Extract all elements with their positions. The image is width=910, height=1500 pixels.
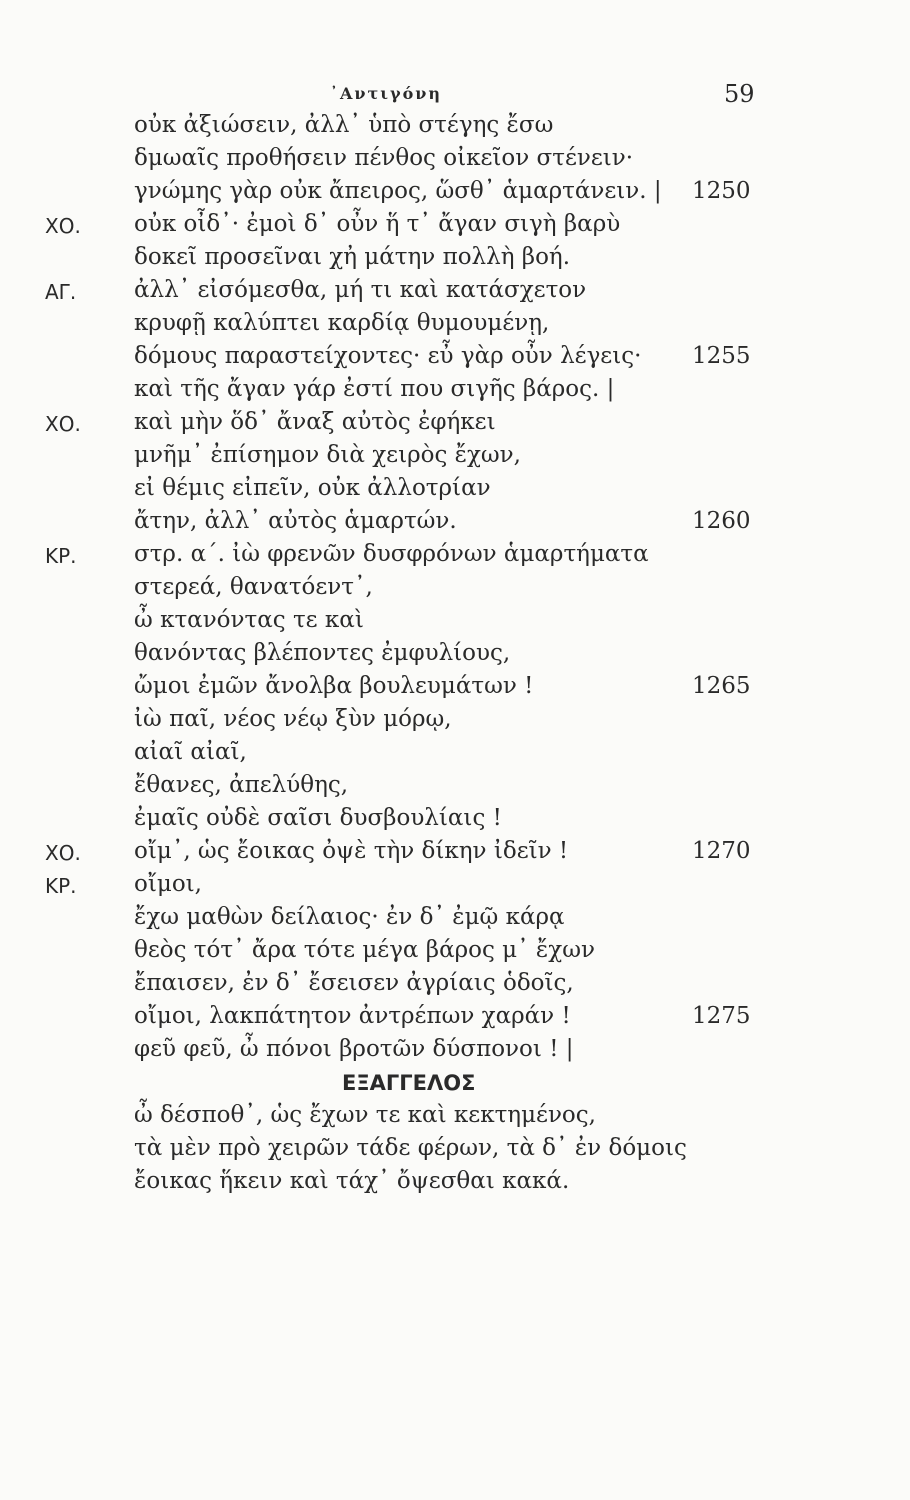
line-number: 1275 xyxy=(692,1003,751,1029)
verse-text: ὦ δέσποθ᾿, ὡς ἔχων τε καὶ κεκτημένος, xyxy=(134,1102,596,1128)
verse-text: εἰ θέμις εἰπεῖν, οὐκ ἀλλοτρίαν xyxy=(134,475,491,501)
verse-line xyxy=(0,1003,910,1036)
verse-line xyxy=(0,574,910,607)
verse-text: αἰαῖ αἰαῖ, xyxy=(134,739,247,765)
verse-text: ὤμοι ἐμῶν ἄνολβα βουλευμάτων ! xyxy=(134,673,534,699)
verse-text: τὰ μὲν πρὸ χειρῶν τάδε φέρων, τὰ δ᾿ ἐν δόμοις xyxy=(134,1135,687,1161)
line-number: 1265 xyxy=(692,673,751,699)
verse-text: ἔπαισεν, ἐν δ᾿ ἔσεισεν ἀγρίαις ὁδοῖς, xyxy=(134,970,574,996)
verse-text: γνώμης γὰρ οὐκ ἄπειρος, ὥσθ᾿ ἁμαρτάνειν. | xyxy=(134,178,662,204)
verse-text: φεῦ φεῦ, ὦ πόνοι βροτῶν δύσπονοι ! | xyxy=(134,1036,574,1062)
verse-text: οἴμ᾿, ὡς ἔοικας ὀψὲ τὴν δίκην ἰδεῖν ! xyxy=(134,838,569,864)
verse-text: ἔθανες, ἀπελύθης, xyxy=(134,772,349,798)
verse-line xyxy=(0,640,910,673)
verse-text: θεὸς τότ᾿ ἄρα τότε μέγα βάρος μ᾿ ἔχων xyxy=(134,937,595,963)
verse-line xyxy=(0,277,910,310)
verse-line xyxy=(0,178,910,211)
line-number: 1260 xyxy=(692,508,751,534)
verse-line xyxy=(0,871,910,904)
verse-line xyxy=(0,1168,910,1201)
verse-line xyxy=(0,1102,910,1135)
speaker-label: ΚΡ. xyxy=(45,874,77,898)
verse-line xyxy=(0,607,910,640)
verse-line xyxy=(0,112,910,145)
verse-line xyxy=(0,1069,910,1102)
verse-text: μνῆμ᾿ ἐπίσημον διὰ χειρὸς ἔχων, xyxy=(134,442,521,468)
verse-line xyxy=(0,1036,910,1069)
verse-line xyxy=(0,145,910,178)
verse-line xyxy=(0,838,910,871)
verse-line xyxy=(0,772,910,805)
verse-text: δμωαῖς προθήσειν πένθος οἰκεῖον στένειν· xyxy=(134,145,634,171)
verse-line xyxy=(0,805,910,838)
verse-line xyxy=(0,310,910,343)
speaker-heading: ΕΞΑΓΓΕΛΟΣ xyxy=(342,1071,476,1095)
verse-text: ἀλλ᾿ εἰσόμεσθα, μή τι καὶ κατάσχετον xyxy=(134,277,587,303)
speaker-label: ΧΟ. xyxy=(45,412,81,436)
verse-text: ἐμαῖς οὐδὲ σαῖσι δυσβουλίαις ! xyxy=(134,805,502,831)
verse-line xyxy=(0,970,910,1003)
verse-block xyxy=(0,112,910,1201)
verse-text: κρυφῇ καλύπτει καρδίᾳ θυμουμένῃ, xyxy=(134,310,550,336)
verse-line xyxy=(0,706,910,739)
verse-line xyxy=(0,673,910,706)
verse-text: καὶ μὴν ὅδ᾿ ἄναξ αὐτὸς ἐφήκει xyxy=(134,409,496,435)
verse-line xyxy=(0,475,910,508)
verse-line xyxy=(0,508,910,541)
speaker-label: ΚΡ. xyxy=(45,544,77,568)
verse-text: θανόντας βλέποντες ἐμφυλίους, xyxy=(134,640,511,666)
line-number: 1250 xyxy=(692,178,751,204)
verse-line xyxy=(0,739,910,772)
verse-line xyxy=(0,1135,910,1168)
verse-text: ἰὼ παῖ, νέος νέῳ ξὺν μόρῳ, xyxy=(134,706,452,732)
verse-text: δοκεῖ προσεῖναι χἠ μάτην πολλὴ βοή. xyxy=(134,244,571,270)
line-number: 1270 xyxy=(692,838,751,864)
verse-text: ἄτην, ἀλλ᾿ αὐτὸς ἁμαρτών. xyxy=(134,508,457,534)
verse-text: ὦ κτανόντας τε καὶ xyxy=(134,607,364,633)
speaker-label: ΧΟ. xyxy=(45,841,81,865)
verse-line xyxy=(0,244,910,277)
verse-line xyxy=(0,541,910,574)
verse-text: οὐκ οἶδ᾿· ἐμοὶ δ᾿ οὖν ἥ τ᾿ ἄγαν σιγὴ βαρὺ xyxy=(134,211,621,237)
verse-line xyxy=(0,211,910,244)
line-number: 1255 xyxy=(692,343,751,369)
running-head: ᾿Αντιγόνη xyxy=(330,84,442,103)
verse-text: οἴμοι, λακπάτητον ἀντρέπων χαράν ! xyxy=(134,1003,571,1029)
verse-text: οἴμοι, xyxy=(134,871,202,897)
verse-text: ἔχω μαθὼν δείλαιος· ἐν δ᾿ ἐμῷ κάρᾳ xyxy=(134,904,565,930)
verse-line xyxy=(0,409,910,442)
verse-text: καὶ τῆς ἄγαν γάρ ἐστί που σιγῆς βάρος. | xyxy=(134,376,615,402)
verse-text: στερεά, θανατόεντ᾿, xyxy=(134,574,373,600)
verse-line xyxy=(0,442,910,475)
speaker-label: ΑΓ. xyxy=(45,280,77,304)
verse-line xyxy=(0,343,910,376)
speaker-label: ΧΟ. xyxy=(45,214,81,238)
verse-text: δόμους παραστείχοντες· εὖ γὰρ οὖν λέγεις· xyxy=(134,343,642,369)
verse-text: οὐκ ἀξιώσειν, ἀλλ᾿ ὑπὸ στέγης ἔσω xyxy=(134,112,554,138)
verse-line xyxy=(0,376,910,409)
verse-text: στρ. α΄. ἰὼ φρενῶν δυσφρόνων ἁμαρτήματα xyxy=(134,541,649,567)
verse-text: ἔοικας ἥκειν καὶ τάχ᾿ ὄψεσθαι κακά. xyxy=(134,1168,570,1194)
verse-line xyxy=(0,937,910,970)
verse-line xyxy=(0,904,910,937)
page-number: 59 xyxy=(724,80,755,108)
